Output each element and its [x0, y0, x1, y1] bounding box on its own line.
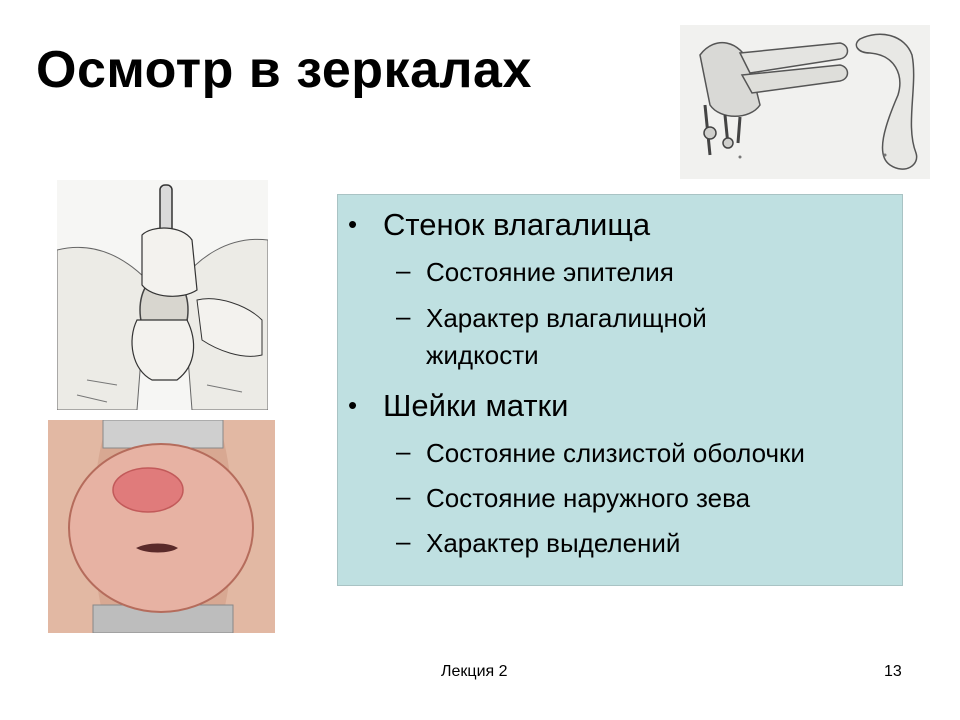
bullet-cervix: Шейки матки [383, 388, 569, 423]
dash-marker: – [396, 526, 411, 556]
dash-marker: – [396, 301, 411, 331]
subitem-mucosa: Состояние слизистой оболочки [426, 438, 805, 468]
footer-page-number: 13 [884, 663, 902, 680]
subitem-vaginal-fluid: Характер влагалищной [426, 303, 707, 333]
bullet-vaginal-walls: Стенок влагалища [383, 207, 651, 242]
subitem-vaginal-fluid-cont: жидкости [426, 340, 539, 370]
bullet-marker: • [348, 209, 358, 239]
dash-marker: – [396, 436, 411, 466]
bullet-marker: • [348, 390, 358, 420]
footer-lecture-label: Лекция 2 [441, 663, 508, 680]
dash-marker: – [396, 255, 411, 285]
subitem-epithelium: Состояние эпителия [426, 257, 674, 287]
exam-drawing-illustration [57, 180, 268, 410]
subitem-external-os: Состояние наружного зева [426, 483, 751, 513]
slide-title: Осмотр в зеркалах [36, 41, 532, 99]
content-box [337, 194, 903, 586]
cervix-illustration [48, 420, 275, 633]
dash-marker: – [396, 481, 411, 511]
subitem-discharge: Характер выделений [426, 528, 681, 558]
speculum-illustration [680, 25, 930, 179]
